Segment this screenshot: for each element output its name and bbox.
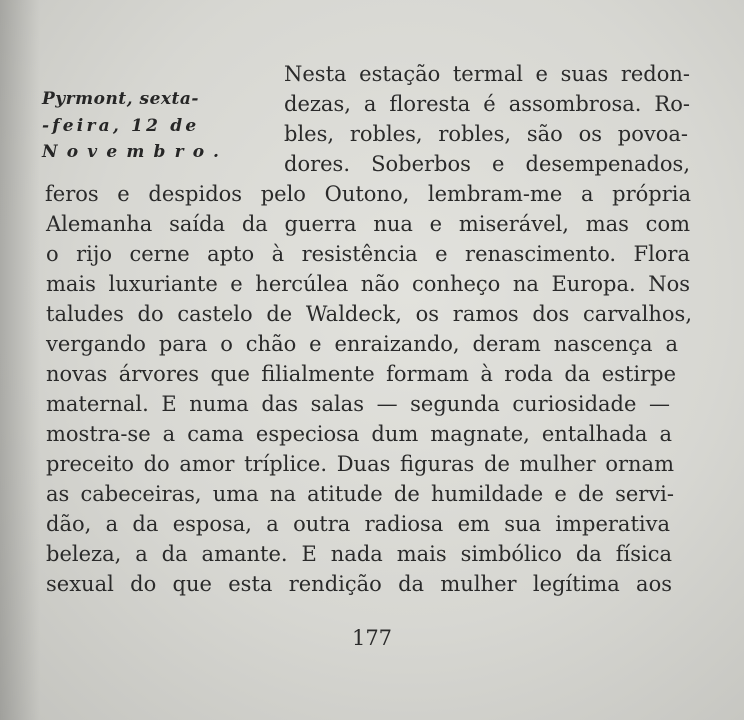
- text-line: Alemanha saída da guerra nua e miserável, mas com: [46, 212, 690, 236]
- text-line: preceito do amor tríplice. Duas figuras de mulher ornam: [46, 452, 674, 476]
- marginal-note: [42, 86, 228, 166]
- text-line: vergando para o chão e enraizando, deram nascença a: [46, 332, 678, 356]
- text-line: Nesta estação termal e suas redon-: [284, 62, 690, 86]
- marginal-note-line: Novembro.: [42, 142, 229, 162]
- text-line: mais luxuriante e hercúlea não conheço na Europa. Nos: [46, 272, 690, 296]
- text-line: maternal. E numa das salas — segunda curiosidade —: [46, 392, 670, 416]
- text-line: dores. Soberbos e desempenados,: [284, 152, 690, 176]
- text-line: feros e despidos pelo Outono, lembram-me a própria: [45, 182, 691, 206]
- text-line: sexual do que esta rendição da mulher legítima aos: [46, 572, 672, 596]
- marginal-note-line: -feira, 12 de: [42, 115, 200, 136]
- text-line: o rijo cerne apto à resistência e renascimento. Flora: [46, 242, 690, 266]
- text-line: dão, a da esposa, a outra radiosa em sua imperativa: [46, 512, 670, 536]
- text-line: dezas, a floresta é assombrosa. Ro-: [284, 92, 690, 116]
- page-number: 177: [351, 626, 393, 650]
- text-line: as cabeceiras, uma na atitude de humildade e de servi-: [46, 482, 674, 506]
- text-line: mostra-se a cama especiosa dum magnate, entalhada a: [46, 422, 672, 446]
- text-line: novas árvores que filialmente formam à roda da estirpe: [46, 362, 676, 386]
- text-line: taludes do castelo de Waldeck, os ramos dos carvalhos,: [46, 302, 692, 326]
- marginal-note-line: Pyrmont, sexta-: [42, 89, 199, 109]
- text-line: bles, robles, robles, são os povoa-: [284, 122, 688, 146]
- text-line: beleza, a da amante. E nada mais simbólico da física: [46, 542, 672, 566]
